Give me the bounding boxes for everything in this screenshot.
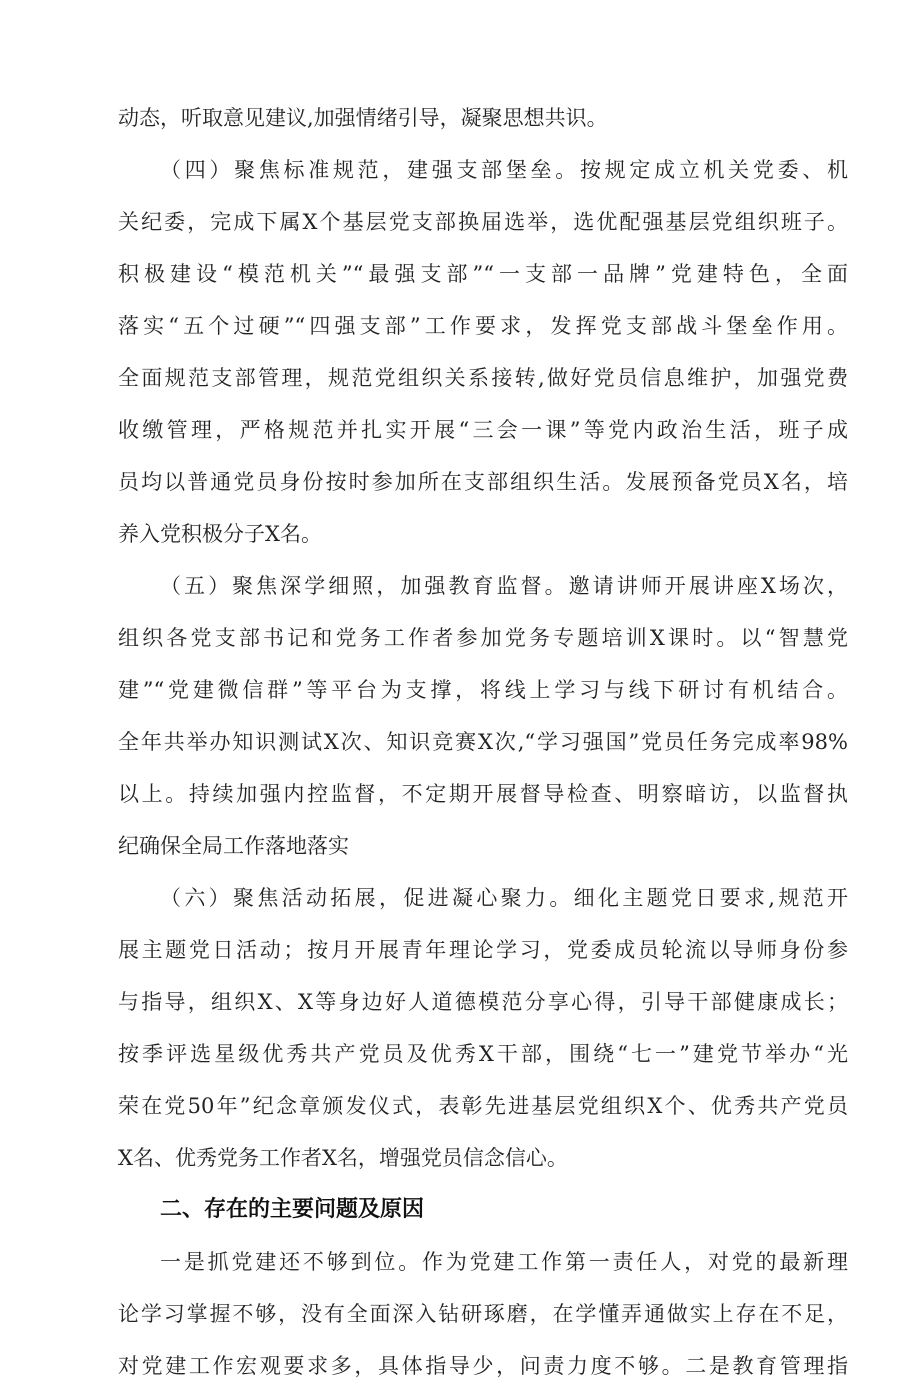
paragraph-line: 纪确保全局工作落地落实 bbox=[118, 834, 349, 858]
paragraph-line: 论学习掌握不够，没有全面深入钻研琢磨，在学懂弄通做实上存在不足， bbox=[118, 1302, 848, 1326]
paragraph-line: 展主题党日活动；按月开展青年理论学习，党委成员轮流以导师身份参 bbox=[118, 938, 848, 962]
paragraph-line: 全面规范支部管理，规范党组织关系接转,做好党员信息维护，加强党费 bbox=[118, 366, 848, 390]
paragraph-line: （四）聚焦标准规范，建强支部堡垒。按规定成立机关党委、机 bbox=[160, 158, 848, 182]
paragraph-line: 一是抓党建还不够到位。作为党建工作第一责任人，对党的最新理 bbox=[160, 1250, 848, 1274]
paragraph-line: 按季评选星级优秀共产党员及优秀X干部，围绕“七一”建党节举办“光 bbox=[118, 1042, 848, 1066]
paragraph-line: 积极建设“模范机关”“最强支部”“一支部一品牌”党建特色，全面 bbox=[118, 262, 848, 286]
paragraph-line: （五）聚焦深学细照，加强教育监督。邀请讲师开展讲座X场次， bbox=[160, 574, 848, 598]
section-heading: 二、存在的主要问题及原因 bbox=[160, 1197, 425, 1222]
paragraph-line: X名、优秀党务工作者X名，增强党员信念信心。 bbox=[118, 1146, 568, 1170]
paragraph-line: 以上。持续加强内控监督，不定期开展督导检查、明察暗访，以监督执 bbox=[118, 782, 848, 806]
paragraph-line: 全年共举办知识测试X次、知识竞赛X次,“学习强国”党员任务完成率98% bbox=[118, 730, 848, 754]
paragraph-line: 与指导，组织X、X等身边好人道德模范分享心得，引导干部健康成长； bbox=[118, 990, 848, 1014]
paragraph-line: 建”“党建微信群”等平台为支撑，将线上学习与线下研讨有机结合。 bbox=[118, 678, 848, 702]
paragraph-line: 关纪委，完成下属X个基层党支部换届选举，选优配强基层党组织班子。 bbox=[118, 210, 848, 234]
paragraph-line: 员均以普通党员身份按时参加所在支部组织生活。发展预备党员X名，培 bbox=[118, 470, 848, 494]
paragraph-line: 动态，听取意见建议,加强情绪引导，凝聚思想共识。 bbox=[118, 106, 608, 130]
paragraph-line: 养入党积极分子X名。 bbox=[118, 522, 322, 546]
paragraph-line: 落实“五个过硬”“四强支部”工作要求，发挥党支部战斗堡垒作用。 bbox=[118, 314, 848, 338]
paragraph-line: 收缴管理，严格规范并扎实开展“三会一课”等党内政治生活，班子成 bbox=[118, 418, 848, 442]
paragraph-line: 对党建工作宏观要求多，具体指导少，问责力度不够。二是教育管理指 bbox=[118, 1354, 848, 1378]
paragraph-line: 组织各党支部书记和党务工作者参加党务专题培训X课时。以“智慧党 bbox=[118, 626, 848, 650]
paragraph-line: （六）聚焦活动拓展，促进凝心聚力。细化主题党日要求,规范开 bbox=[160, 886, 848, 910]
document-body bbox=[118, 92, 848, 1392]
paragraph-line: 荣在党50年”纪念章颁发仪式，表彰先进基层党组织X个、优秀共产党员 bbox=[118, 1094, 848, 1118]
